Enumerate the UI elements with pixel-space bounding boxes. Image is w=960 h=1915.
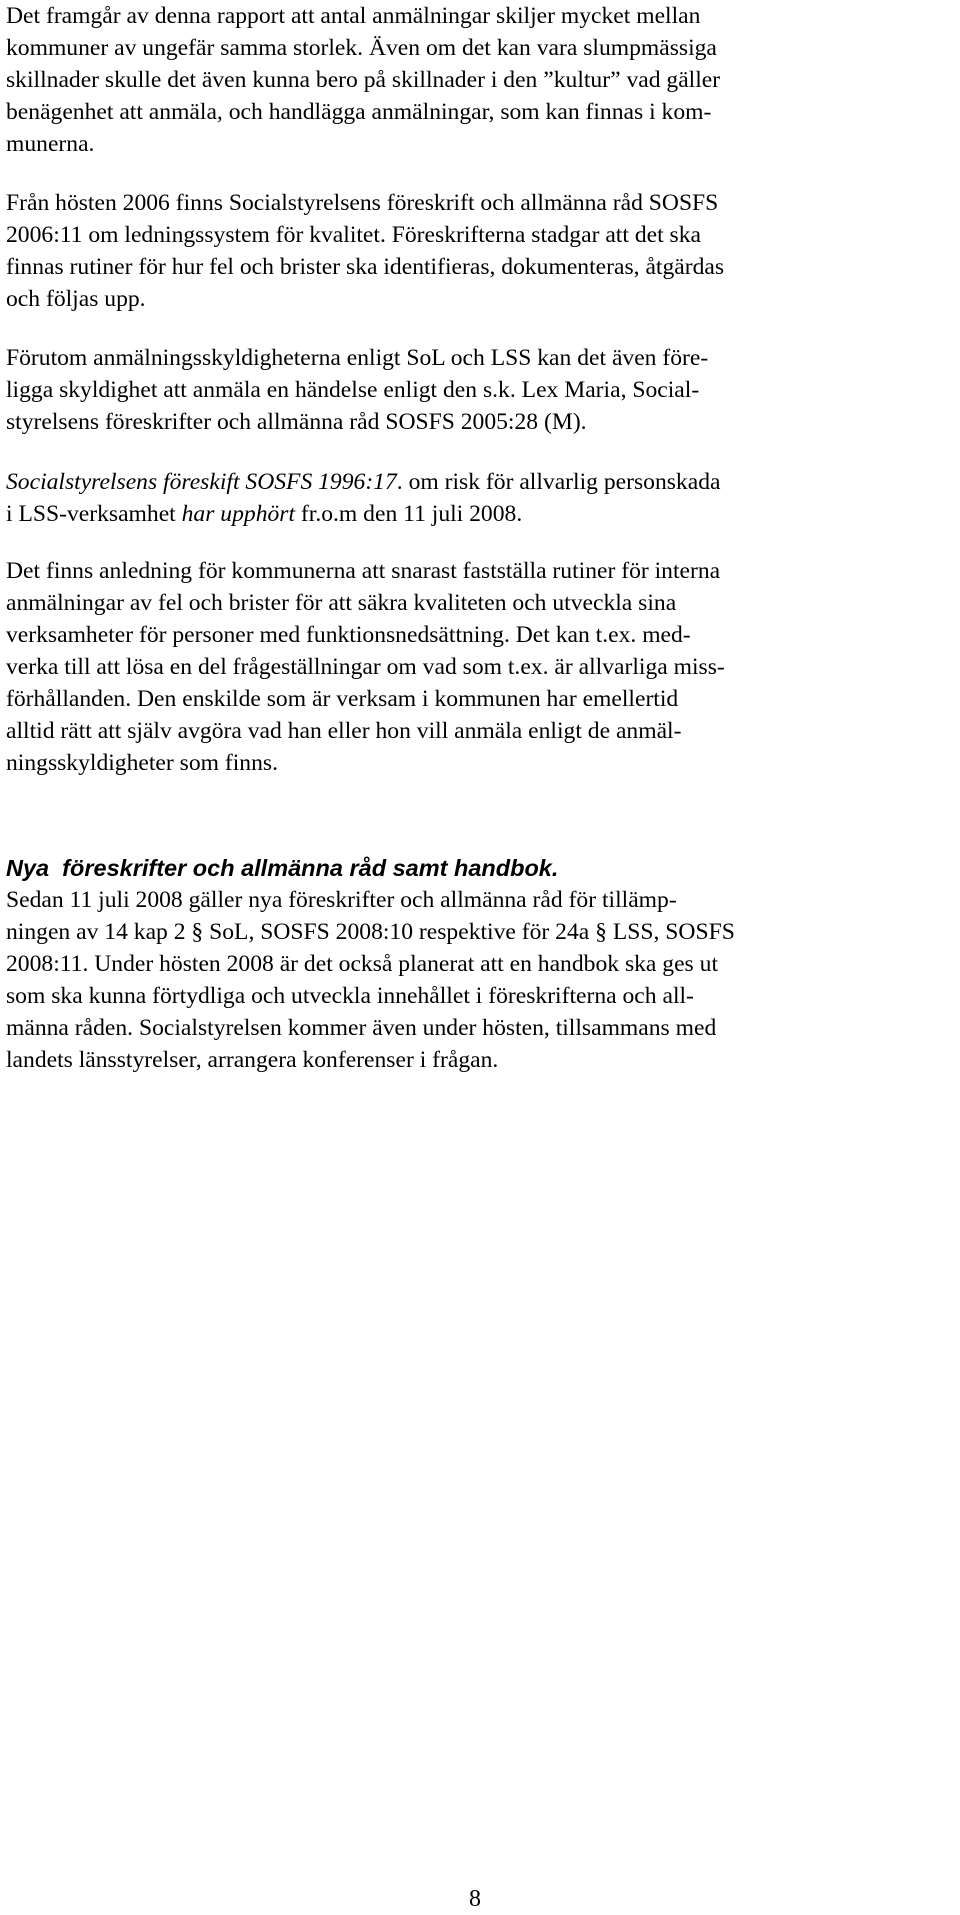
paragraph-sosfs-2006 (6, 187, 960, 315)
paragraph-reporting-differences (6, 0, 960, 160)
document-page (6, 0, 960, 1076)
text-line: anmälningar av fel och brister för att säkra kvaliteten och utveckla sina (6, 590, 677, 616)
paragraph-sosfs-1996 (6, 466, 960, 530)
text-line: styrelsens föreskrifter och allmänna råd SOSFS 2005:28 (M). (6, 409, 587, 435)
text-line: som ska kunna förtydliga och utveckla innehållet i föreskrifterna och all- (6, 983, 694, 1009)
text-line: Det finns anledning för kommunerna att snarast fastställa rutiner för interna (6, 558, 721, 584)
section-heading: Nya föreskrifter och allmänna råd samt handbok. (6, 855, 559, 881)
text-segment: . om risk för allvarlig personskada (396, 469, 721, 495)
text-line: Förutom anmälningsskyldigheterna enligt SoL och LSS kan det även före- (6, 345, 709, 371)
text-line: ningsskyldigheter som finns. (6, 750, 278, 776)
text-line: benägenhet att anmäla, och handlägga anmälningar, som kan finnas i kom- (6, 99, 712, 125)
text-line: ningen av 14 kap 2 § SoL, SOSFS 2008:10 respektive för 24a § LSS, SOSFS (6, 919, 735, 945)
paragraph-lex-maria (6, 342, 960, 438)
text-line: landets länsstyrelser, arrangera konferenser i frågan. (6, 1047, 499, 1073)
text-segment: fr.o.m den 11 juli 2008. (295, 501, 523, 527)
text-line (6, 466, 960, 498)
text-line: kommuner av ungefär samma storlek. Även om det kan vara slumpmässiga (6, 35, 717, 61)
paragraph-internal-routines (6, 555, 960, 779)
text-line: verka till att lösa en del frågeställningar om vad som t.ex. är allvarliga miss- (6, 654, 725, 680)
text-segment: i LSS-verksamhet (6, 501, 182, 527)
text-line: verksamheter för personer med funktionsnedsättning. Det kan t.ex. med- (6, 622, 691, 648)
text-line: 2008:11. Under hösten 2008 är det också planerat att en handbok ska ges ut (6, 951, 718, 977)
page-number: 8 (469, 1886, 481, 1912)
text-line: männa råden. Socialstyrelsen kommer även under hösten, tillsammans med (6, 1015, 717, 1041)
text-line: förhållanden. Den enskilde som är verksam i kommunen har emellertid (6, 686, 679, 712)
italic-text: Socialstyrelsens föreskift SOSFS 1996:17 (6, 469, 397, 495)
text-line: och följas upp. (6, 286, 146, 312)
section-new-regulations (6, 852, 960, 1076)
text-line: finnas rutiner för hur fel och brister ska identifieras, dokumenteras, åtgärdas (6, 254, 725, 280)
text-line: Från hösten 2006 finns Socialstyrelsens föreskrift och allmänna råd SOSFS (6, 190, 719, 216)
text-line: skillnader skulle det även kunna bero på skillnader i den ”kultur” vad gäller (6, 67, 721, 93)
italic-text: har upphört (181, 501, 296, 527)
text-line: 2006:11 om ledningssystem för kvalitet. Föreskrifterna stadgar att det ska (6, 222, 701, 248)
text-line: ligga skyldighet att anmäla en händelse enligt den s.k. Lex Maria, Social- (6, 377, 700, 403)
text-line: munerna. (6, 131, 95, 157)
text-line: Sedan 11 juli 2008 gäller nya föreskrifter och allmänna råd för tillämp- (6, 887, 677, 913)
text-line (6, 498, 960, 530)
text-line: alltid rätt att själv avgöra vad han eller hon vill anmäla enligt de anmäl- (6, 718, 682, 744)
text-line: Det framgår av denna rapport att antal anmälningar skiljer mycket mellan (6, 3, 701, 29)
